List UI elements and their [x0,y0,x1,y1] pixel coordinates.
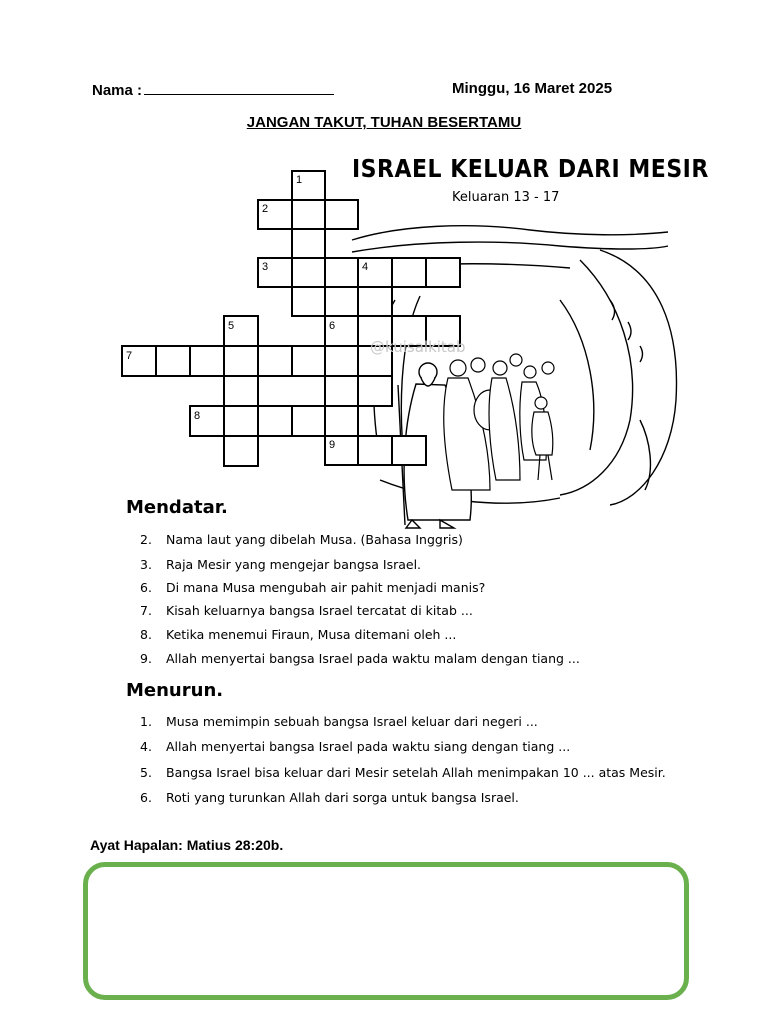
clue-down-5: 5. Bangsa Israel bisa keluar dari Mesir setelah Allah menimpakan 10 ... atas Mesir. [140,765,666,780]
theme-title: JANGAN TAKUT, TUHAN BESERTAMU [246,114,522,131]
cell-number-8: 8 [194,410,201,422]
israelites-crowd [444,354,554,490]
clue-across-9: 9. Allah menyertai bangsa Israel pada waktu malam dengan tiang ... [140,651,580,666]
name-field[interactable] [92,80,334,99]
name-label: Nama : [92,82,143,99]
clue-across-6: 6. Di mana Musa mengubah air pahit menjadi manis? [140,580,486,595]
clue-across-3: 3. Raja Mesir yang mengejar bangsa Israel. [140,557,422,572]
date-text: Minggu, 16 Maret 2025 [452,80,613,97]
cell-number-3: 3 [262,261,269,273]
memory-verse-answer-box[interactable] [83,862,689,1000]
clue-across-2: 2. Nama laut yang dibelah Musa. (Bahasa Inggris) [140,532,463,547]
cell-number-5: 5 [228,320,235,332]
cell-number-9: 9 [329,439,336,451]
crossword-title: ISRAEL KELUAR DARI MESIR [352,155,709,184]
name-blank-line[interactable] [144,80,334,95]
cell-number-2: 2 [262,203,269,215]
clue-down-4: 4. Allah menyertai bangsa Israel pada waktu siang dengan tiang ... [140,739,571,754]
cell-number-1: 1 [296,174,303,186]
menurun-heading: Menurun. [126,680,224,701]
cell-number-6: 6 [329,320,336,332]
clue-down-6: 6. Roti yang turunkan Allah dari sorga untuk bangsa Israel. [140,790,519,805]
memory-verse-label: Ayat Hapalan: Matius 28:20b. [90,837,284,853]
watermark: @kuisalkitab [370,338,466,356]
clue-down-1: 1. Musa memimpin sebuah bangsa Israel keluar dari negeri ... [140,714,538,729]
scripture-reference: Keluaran 13 - 17 [452,190,560,205]
cell-number-4: 4 [362,261,369,273]
cell-number-7: 7 [126,350,133,362]
clue-across-7: 7. Kisah keluarnya bangsa Israel tercatat di kitab ... [140,603,473,618]
clue-across-8: 8. Ketika menemui Firaun, Musa ditemani oleh ... [140,627,457,642]
mendatar-heading: Mendatar. [126,497,228,518]
